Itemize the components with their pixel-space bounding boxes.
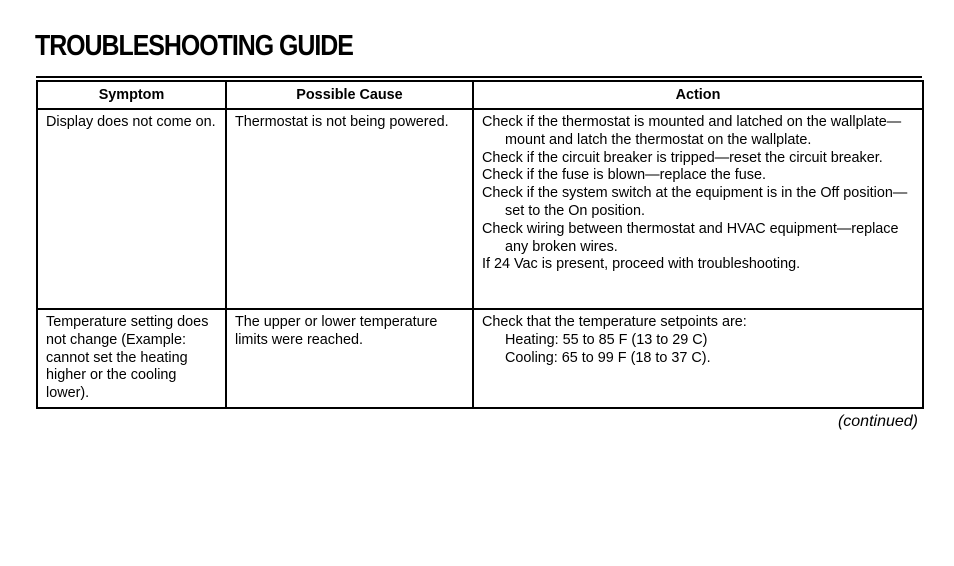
header-possible-cause: Possible Cause: [226, 81, 473, 109]
action-item: Check if the fuse is blown—replace the fuse.: [482, 167, 766, 184]
setpoint-cooling: Cooling: 65 to 99 F (18 to 37 C).: [505, 349, 711, 366]
cause-cell: The upper or lower temperature limits were reached.: [226, 309, 473, 408]
continued-note: (continued): [837, 413, 918, 430]
table-row: [37, 309, 923, 408]
title-divider: [36, 76, 922, 78]
action-item: Check that the temperature setpoints are:: [482, 314, 747, 330]
header-symptom: Symptom: [37, 81, 226, 109]
action-item: If 24 Vac is present, proceed with troubleshooting.: [482, 256, 801, 273]
page-title: TROUBLESHOOTING GUIDE: [35, 30, 353, 62]
table-row: [37, 109, 923, 309]
action-cell: [473, 109, 923, 309]
symptom-cell: Temperature setting does not change (Example: cannot set the heating higher or the cooling lower).: [37, 309, 226, 408]
action-item: Check if the circuit breaker is tripped—reset the circuit breaker.: [482, 149, 883, 166]
troubleshooting-table: [36, 80, 924, 409]
action-item: Check if the system switch at the equipment is in the Off position—set to the On position.: [482, 185, 908, 219]
symptom-cell: Display does not come on.: [37, 109, 226, 309]
setpoint-heating: Heating: 55 to 85 F (13 to 29 C): [505, 331, 708, 348]
header-action: Action: [473, 81, 923, 109]
table-header-row: [37, 81, 923, 109]
action-item: Check wiring between thermostat and HVAC equipment—replace any broken wires.: [482, 220, 899, 255]
action-item: Check if the thermostat is mounted and latched on the wallplate—mount and latch the thermostat on the wallplate.: [482, 114, 902, 148]
cause-cell: Thermostat is not being powered.: [226, 109, 473, 309]
action-cell: [473, 309, 923, 408]
